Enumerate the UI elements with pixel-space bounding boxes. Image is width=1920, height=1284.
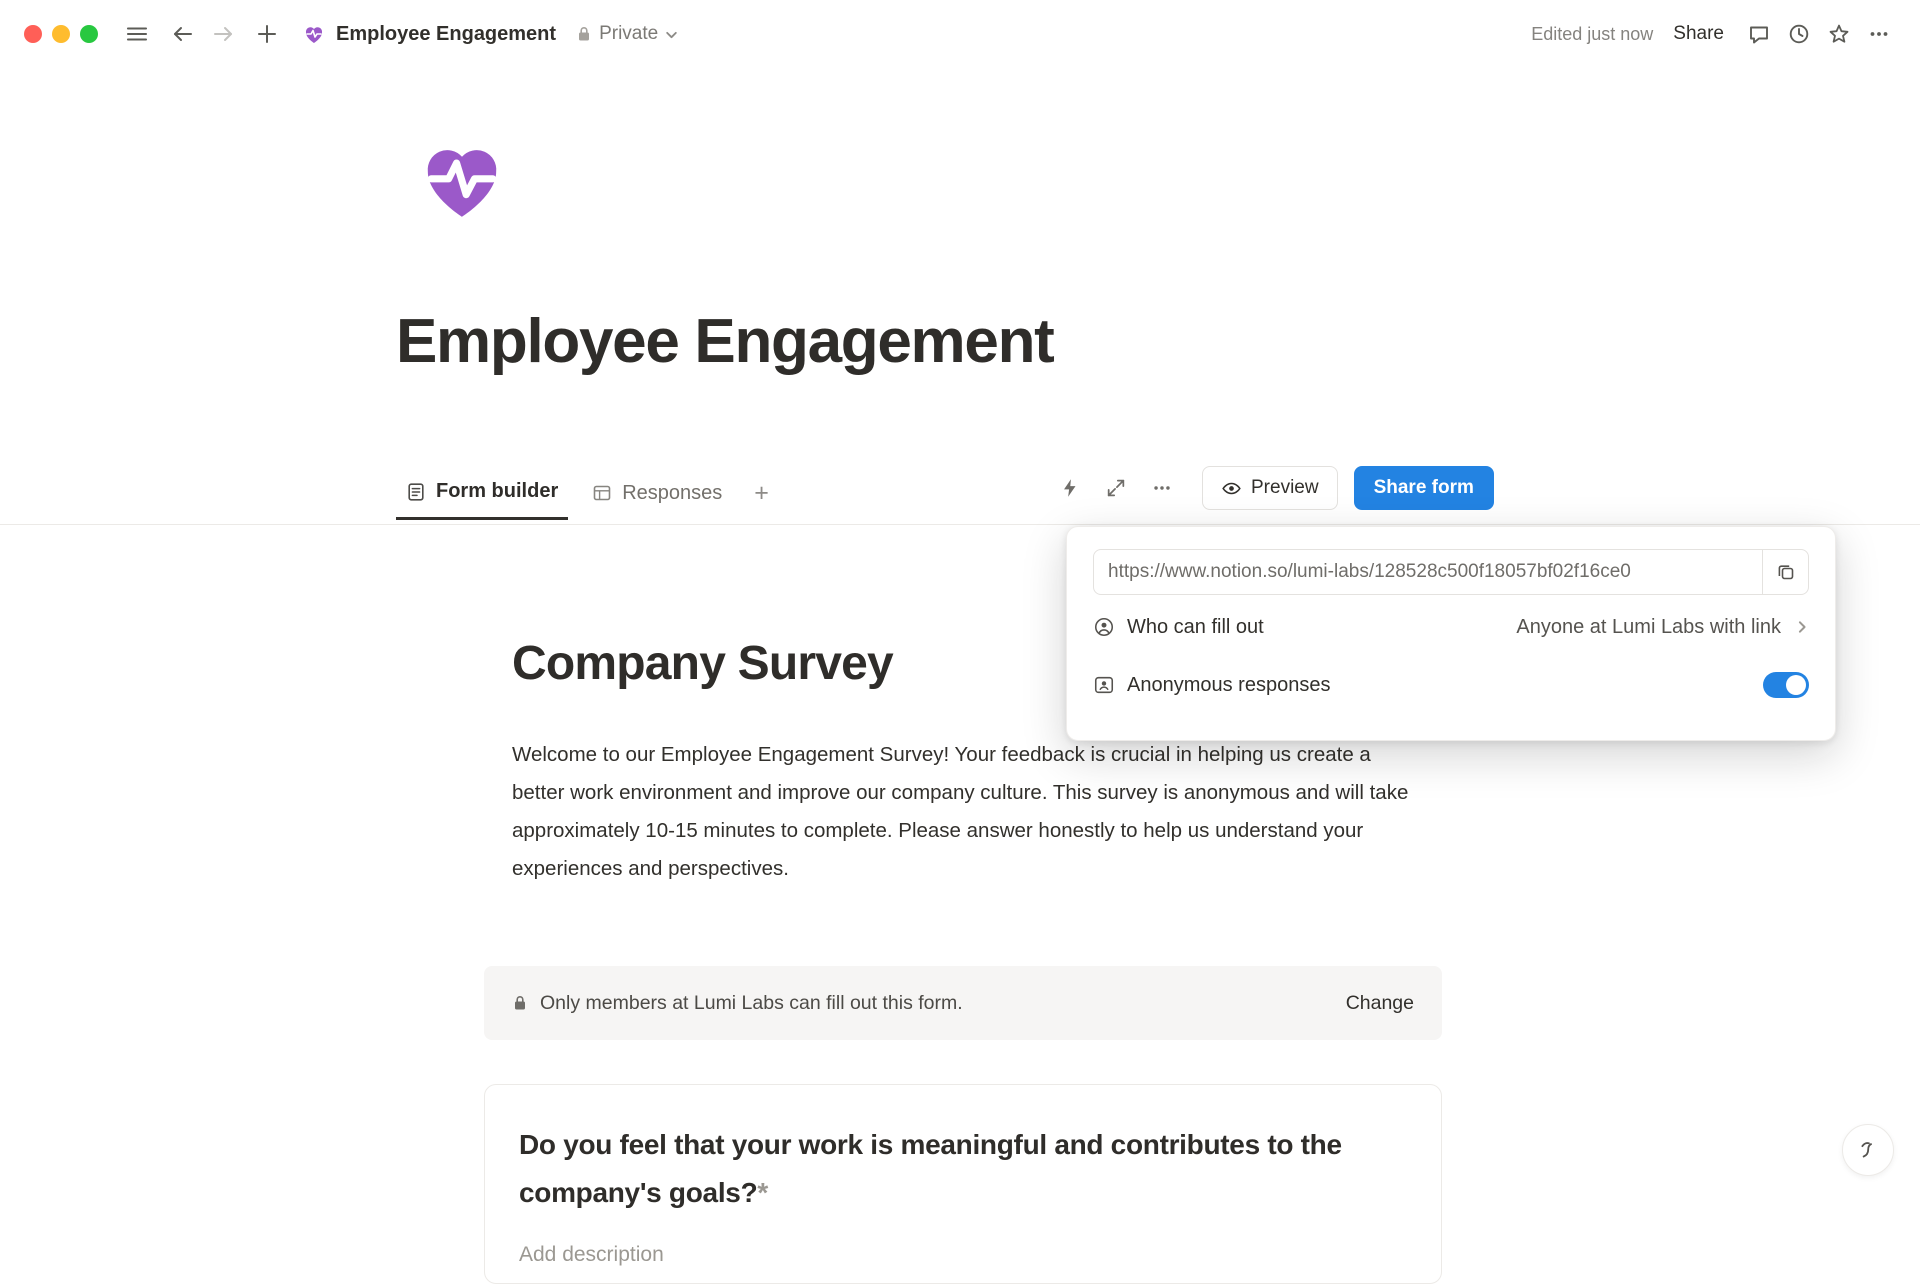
question-title[interactable]	[519, 1121, 1407, 1217]
toggle-knob	[1786, 675, 1806, 695]
audience-value-text: Anyone at Lumi Labs with link	[1516, 615, 1781, 638]
header-divider	[0, 524, 1920, 525]
update-history-icon[interactable]	[1782, 17, 1816, 51]
lock-icon	[576, 25, 592, 43]
document-area	[0, 68, 1920, 1266]
tab-label: Form builder	[436, 480, 559, 502]
titlebar-actions	[1531, 17, 1896, 51]
question-title-text: Do you feel that your work is meaningful and contributes to the company's goals?	[519, 1129, 1342, 1208]
anonymous-icon	[1093, 674, 1127, 696]
page-icon-heart-pulse-icon[interactable]	[410, 126, 514, 230]
share-link-row[interactable]	[1093, 549, 1809, 595]
heart-pulse-icon	[302, 22, 326, 46]
expand-icon[interactable]	[1096, 468, 1136, 508]
tab-label: Responses	[622, 481, 723, 504]
form-title[interactable]: Company Survey	[512, 637, 893, 690]
eye-icon	[1221, 478, 1242, 499]
more-options-icon[interactable]	[1862, 17, 1896, 51]
lightning-icon[interactable]	[1050, 468, 1090, 508]
who-can-fill-out-value[interactable]	[1516, 616, 1809, 639]
chevron-right-icon	[1795, 620, 1809, 634]
anonymous-responses-toggle[interactable]	[1763, 672, 1809, 698]
share-form-popover	[1066, 526, 1836, 741]
form-icon	[406, 482, 426, 502]
share-link-text[interactable]: https://www.notion.so/lumi-labs/128528c500f18057bf02f16ce0	[1108, 561, 1631, 582]
question-description-placeholder[interactable]: Add description	[519, 1243, 664, 1266]
chevron-down-icon	[665, 28, 678, 41]
lock-icon	[512, 994, 528, 1012]
preview-label: Preview	[1251, 477, 1319, 498]
privacy-label: Private	[599, 23, 659, 44]
privacy-selector[interactable]	[576, 23, 678, 45]
question-card[interactable]	[484, 1084, 1442, 1284]
comment-icon[interactable]	[1742, 17, 1776, 51]
required-marker: *	[757, 1177, 768, 1208]
tab-responses[interactable]	[582, 466, 732, 520]
anonymous-responses-row[interactable]	[1093, 659, 1809, 711]
copy-icon[interactable]	[1762, 550, 1808, 594]
maximize-window-button[interactable]	[80, 25, 98, 43]
form-access-notice	[484, 966, 1442, 1040]
sidebar-toggle-icon[interactable]	[120, 17, 154, 51]
window-titlebar	[0, 0, 1920, 68]
minimize-window-button[interactable]	[52, 25, 70, 43]
new-page-icon[interactable]	[250, 17, 284, 51]
notice-text: Only members at Lumi Labs can fill out this form.	[540, 991, 963, 1014]
help-icon[interactable]	[1842, 1124, 1894, 1176]
edited-status: Edited just now	[1531, 23, 1654, 44]
who-can-fill-out-label: Who can fill out	[1127, 615, 1264, 638]
change-access-button[interactable]: Change	[1345, 991, 1414, 1014]
tab-form-builder[interactable]	[396, 466, 568, 520]
close-window-button[interactable]	[24, 25, 42, 43]
preview-button[interactable]	[1202, 466, 1338, 510]
star-icon[interactable]	[1822, 17, 1856, 51]
forward-arrow-icon[interactable]	[206, 17, 240, 51]
add-tab-button[interactable]: +	[754, 478, 769, 507]
share-button[interactable]: Share	[1673, 23, 1724, 44]
form-toolbar	[1050, 466, 1494, 510]
more-options-icon[interactable]	[1142, 468, 1182, 508]
anonymous-responses-label: Anonymous responses	[1127, 673, 1331, 696]
who-can-fill-out-row[interactable]	[1093, 601, 1809, 653]
window-controls[interactable]	[24, 25, 98, 43]
breadcrumb-title: Employee Engagement	[336, 22, 557, 45]
page-title[interactable]: Employee Engagement	[396, 307, 1054, 376]
share-form-button[interactable]: Share form	[1354, 466, 1494, 510]
form-description[interactable]: Welcome to our Employee Engagement Survey! Your feedback is crucial in helping us create a better work environment and improve our company culture. This survey is anonymous and will take approximately 10-15 minutes to complete. Please answer honestly to help us understand your experiences and perspectives.	[512, 743, 1409, 880]
back-arrow-icon[interactable]	[166, 17, 200, 51]
person-icon	[1093, 616, 1127, 638]
table-icon	[592, 483, 612, 503]
page-breadcrumb[interactable]	[302, 22, 556, 46]
